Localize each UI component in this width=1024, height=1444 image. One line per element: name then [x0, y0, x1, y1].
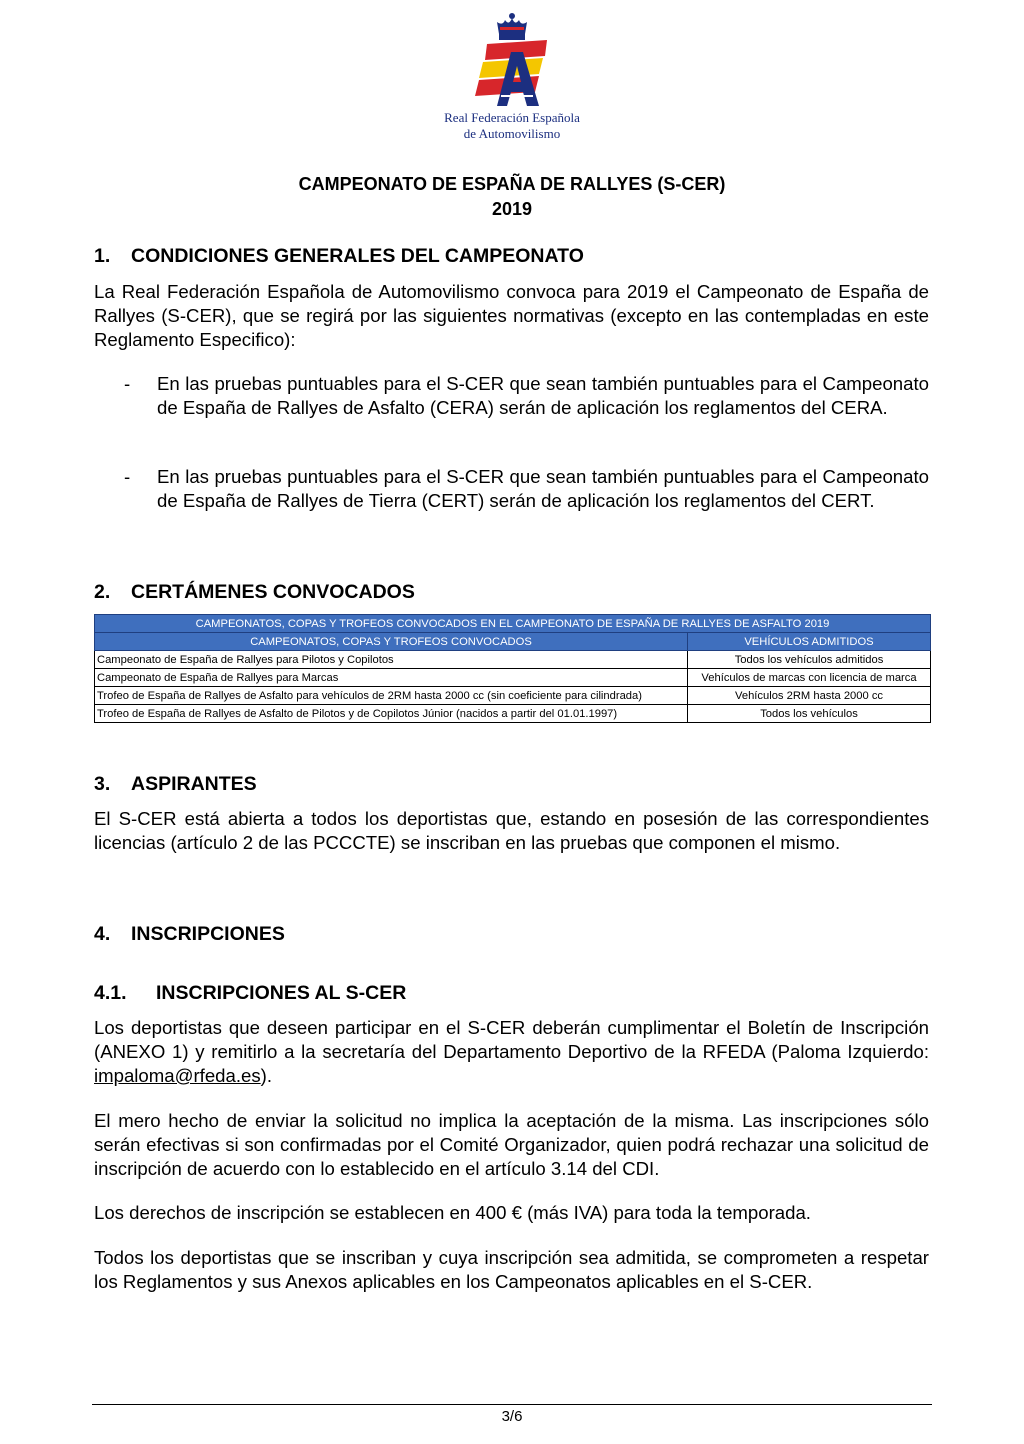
bullet-dash: -: [124, 373, 131, 394]
section-number: 4.1.: [94, 982, 127, 1004]
cell-name: Campeonato de España de Rallyes para Marcas: [95, 669, 688, 687]
table-row: [95, 651, 931, 669]
rfeda-logo: [442, 12, 582, 152]
cell-name: Trofeo de España de Rallyes de Asfalto de Pilotos y de Copilotos Júnior (nacidos a partir del 01.01.1997): [95, 705, 688, 723]
paragraph-text: Los deportistas que deseen participar en el S-CER deberán cumplimentar el Boletín de Inscripción (ANEXO 1) y remitirlo a la secretaría del Departamento Deportivo de la RFEDA (Paloma Izquierdo:: [94, 1017, 929, 1062]
cell-vehicles: Vehículos 2RM hasta 2000 cc: [688, 687, 931, 705]
list-item: [124, 465, 929, 513]
page-number: 3/6: [501, 1408, 523, 1425]
table-row: [95, 705, 931, 723]
rfeda-crown-flag-logo-icon: [467, 12, 557, 108]
section-1-heading: [94, 243, 584, 269]
section-1-intro: La Real Federación Española de Automovilismo convoca para 2019 el Campeonato de España de Rallyes (S-CER), que se regirá por las siguientes normativas (excepto en las contempladas en este Reglamento Especifico):: [94, 281, 929, 350]
cell-vehicles: Todos los vehículos admitidos: [688, 651, 931, 669]
table-title: CAMPEONATOS, COPAS Y TROFEOS CONVOCADOS EN EL CAMPEONATO DE ESPAÑA DE RALLYES DE ASFALTO 2019: [95, 615, 931, 633]
footer-divider: [92, 1404, 932, 1405]
section-4-1-paragraph-3: Los derechos de inscripción se establecen en 400 € (más IVA) para toda la temporada.: [94, 1202, 811, 1223]
email-link[interactable]: impaloma@rfeda.es: [94, 1065, 261, 1086]
section-title: CONDICIONES GENERALES DEL CAMPEONATO: [131, 245, 584, 267]
section-title: CERTÁMENES CONVOCADOS: [131, 581, 415, 603]
cell-name: Campeonato de España de Rallyes para Pilotos y Copilotos: [95, 651, 688, 669]
cell-vehicles: Todos los vehículos: [688, 705, 931, 723]
table-header-row: [95, 633, 931, 651]
table-title-row: [95, 615, 931, 633]
table-row: [95, 687, 931, 705]
section-4-1-paragraph-1: [94, 1016, 929, 1088]
section-4-1-heading: [94, 980, 406, 1006]
section-title: ASPIRANTES: [131, 773, 257, 795]
org-name: [442, 110, 582, 142]
cell-vehicles: Vehículos de marcas con licencia de marca: [688, 669, 931, 687]
cell-name: Trofeo de España de Rallyes de Asfalto para vehículos de 2RM hasta 2000 cc (sin coeficiente para cilindrada): [95, 687, 688, 705]
section-number: 3.: [94, 773, 111, 795]
section-4-1-paragraph-4: Todos los deportistas que se inscriban y cuya inscripción sea admitida, se comprometen a respetar los Reglamentos y sus Anexos aplicables en los Campeonatos aplicables en el S-CER.: [94, 1247, 929, 1292]
document-title: CAMPEONATO DE ESPAÑA DE RALLYES (S-CER): [298, 174, 726, 194]
section-number: 4.: [94, 923, 111, 945]
paragraph-text: ).: [260, 1065, 273, 1086]
section-title: INSCRIPCIONES: [131, 923, 285, 945]
section-3-text: El S-CER está abierta a todos los deportistas que, estando en posesión de las correspondientes licencias (artículo 2 de las PCCCTE) se inscriban en las pruebas que componen el mismo.: [94, 808, 929, 853]
section-number: 1.: [94, 245, 111, 267]
bullet-text: En las pruebas puntuables para el S-CER que sean también puntuables para el Campeonato de España de Rallyes de Tierra (CERT) serán de aplicación los reglamentos del CERT.: [157, 466, 929, 511]
section-title: INSCRIPCIONES AL S-CER: [156, 982, 407, 1004]
org-name-line2: de Automovilismo: [463, 126, 561, 141]
section-4-heading: [94, 921, 285, 947]
section-4-1-paragraph-2: El mero hecho de enviar la solicitud no implica la aceptación de la misma. Las inscripciones sólo serán efectivas si son confirmadas por el Comité Organizador, quien podrá rechazar una solicitud de inscripción de acuerdo con lo establecido en el artículo 3.14 del CDI.: [94, 1110, 929, 1179]
section-3-heading: [94, 771, 257, 797]
document-year: 2019: [491, 199, 533, 219]
section-2-heading: [94, 579, 415, 605]
section-number: 2.: [94, 581, 111, 603]
table-row: [95, 669, 931, 687]
certamenes-table: [94, 614, 931, 723]
bullet-dash: -: [124, 466, 131, 487]
column-header-name: CAMPEONATOS, COPAS Y TROFEOS CONVOCADOS: [95, 633, 688, 651]
list-item: [124, 372, 929, 420]
bullet-text: En las pruebas puntuables para el S-CER que sean también puntuables para el Campeonato de España de Rallyes de Asfalto (CERA) serán de aplicación los reglamentos del CERA.: [157, 373, 929, 418]
column-header-vehicles: VEHÍCULOS ADMITIDOS: [688, 633, 931, 651]
org-name-line1: Real Federación Española: [444, 110, 580, 125]
